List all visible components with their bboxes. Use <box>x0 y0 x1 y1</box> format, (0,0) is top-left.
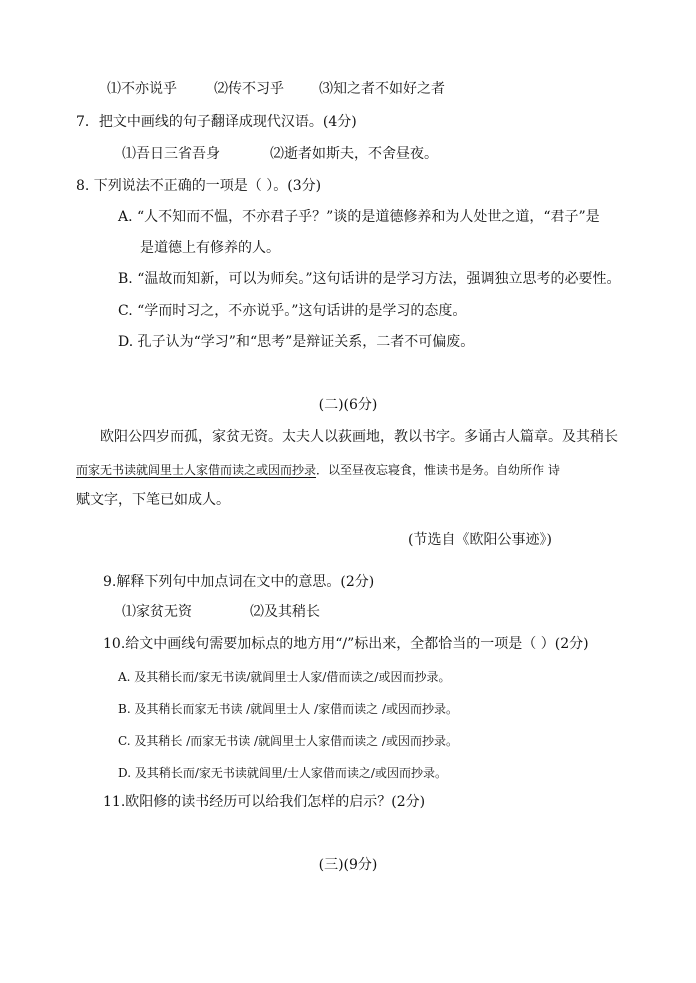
q7-item-1: ⑴吾日三省吾身 <box>122 146 220 162</box>
q10-option-a: A. 及其稍长而/家无书读/就闾里士人家/借而读之/或因而抄录。 <box>118 670 451 684</box>
q9-item-1: ⑴家贫无资 <box>122 604 192 620</box>
section3-heading: (三)(9分) <box>318 857 378 873</box>
q7-stem: 7．把文中画线的句子翻译成现代汉语。(4分) <box>76 114 357 130</box>
passage-source: (节选自《欧阳公事迹》) <box>408 532 552 548</box>
q11-stem: 11.欧阳修的读书经历可以给我们怎样的启示？(2分) <box>103 794 426 810</box>
q8-stem: 8. 下列说法不正确的一项是（ ）。(3分) <box>76 178 322 194</box>
q10-stem: 10.给文中画线句需要加标点的地方用“/”标出来，全都恰当的一项是（ ）(2分) <box>103 636 589 652</box>
q8-option-d: D. 孔子认为“学习”和“思考”是辩证关系，二者不可偏废。 <box>118 334 475 350</box>
q7-item-2: ⑵逝者如斯夫，不舍昼夜。 <box>270 146 438 162</box>
q10-option-d: D. 及其稍长而/家无书读就闾里/士人家借而读之/或因而抄录。 <box>118 766 447 780</box>
q9-stem: 9.解释下列句中加点词在文中的意思。(2分) <box>103 574 375 590</box>
q8-option-a-line2: 是道德上有修养的人。 <box>140 240 280 256</box>
q10-option-b: B. 及其稍长而家无书读 /就闾里士人 /家借而读之 /或因而抄录。 <box>118 702 459 716</box>
q10-option-c: C. 及其稍长 /而家无书读 /就闾里士人家借而读之 /或因而抄录。 <box>118 734 458 748</box>
passage-underlined-sentence: 而家无书读就闾里士人家借而读之或因而抄录 <box>76 463 317 477</box>
q6-option-1: ⑴不亦说乎 <box>107 81 177 97</box>
q8-option-c: C. “学而时习之，不亦说乎。”这句话讲的是学习的态度。 <box>118 303 467 319</box>
q8-option-b: B. “温故而知新，可以为师矣。”这句话讲的是学习方法，强调独立思考的必要性。 <box>118 271 621 287</box>
section2-heading: (二)(6分) <box>318 397 378 413</box>
passage-line-3: 赋文字，下笔已如成人。 <box>76 492 230 508</box>
q8-option-a-line1: A. “人不知而不愠，不亦君子乎？”谈的是道德修养和为人处世之道，“君子”是 <box>118 209 600 225</box>
passage-line-2 <box>76 460 560 480</box>
q6-option-3: ⑶知之者不如好之者 <box>319 81 445 97</box>
q6-option-2: ⑵传不习乎 <box>214 81 284 97</box>
passage-line-2-rest: ．以至昼夜忘寝食，惟读书是务。自幼所作 诗 <box>316 463 560 477</box>
q9-item-2: ⑵及其稍长 <box>250 604 320 620</box>
passage-line-1: 欧阳公四岁而孤，家贫无资。太夫人以荻画地，教以书字。多诵古人篇章。及其稍长 <box>100 429 618 445</box>
